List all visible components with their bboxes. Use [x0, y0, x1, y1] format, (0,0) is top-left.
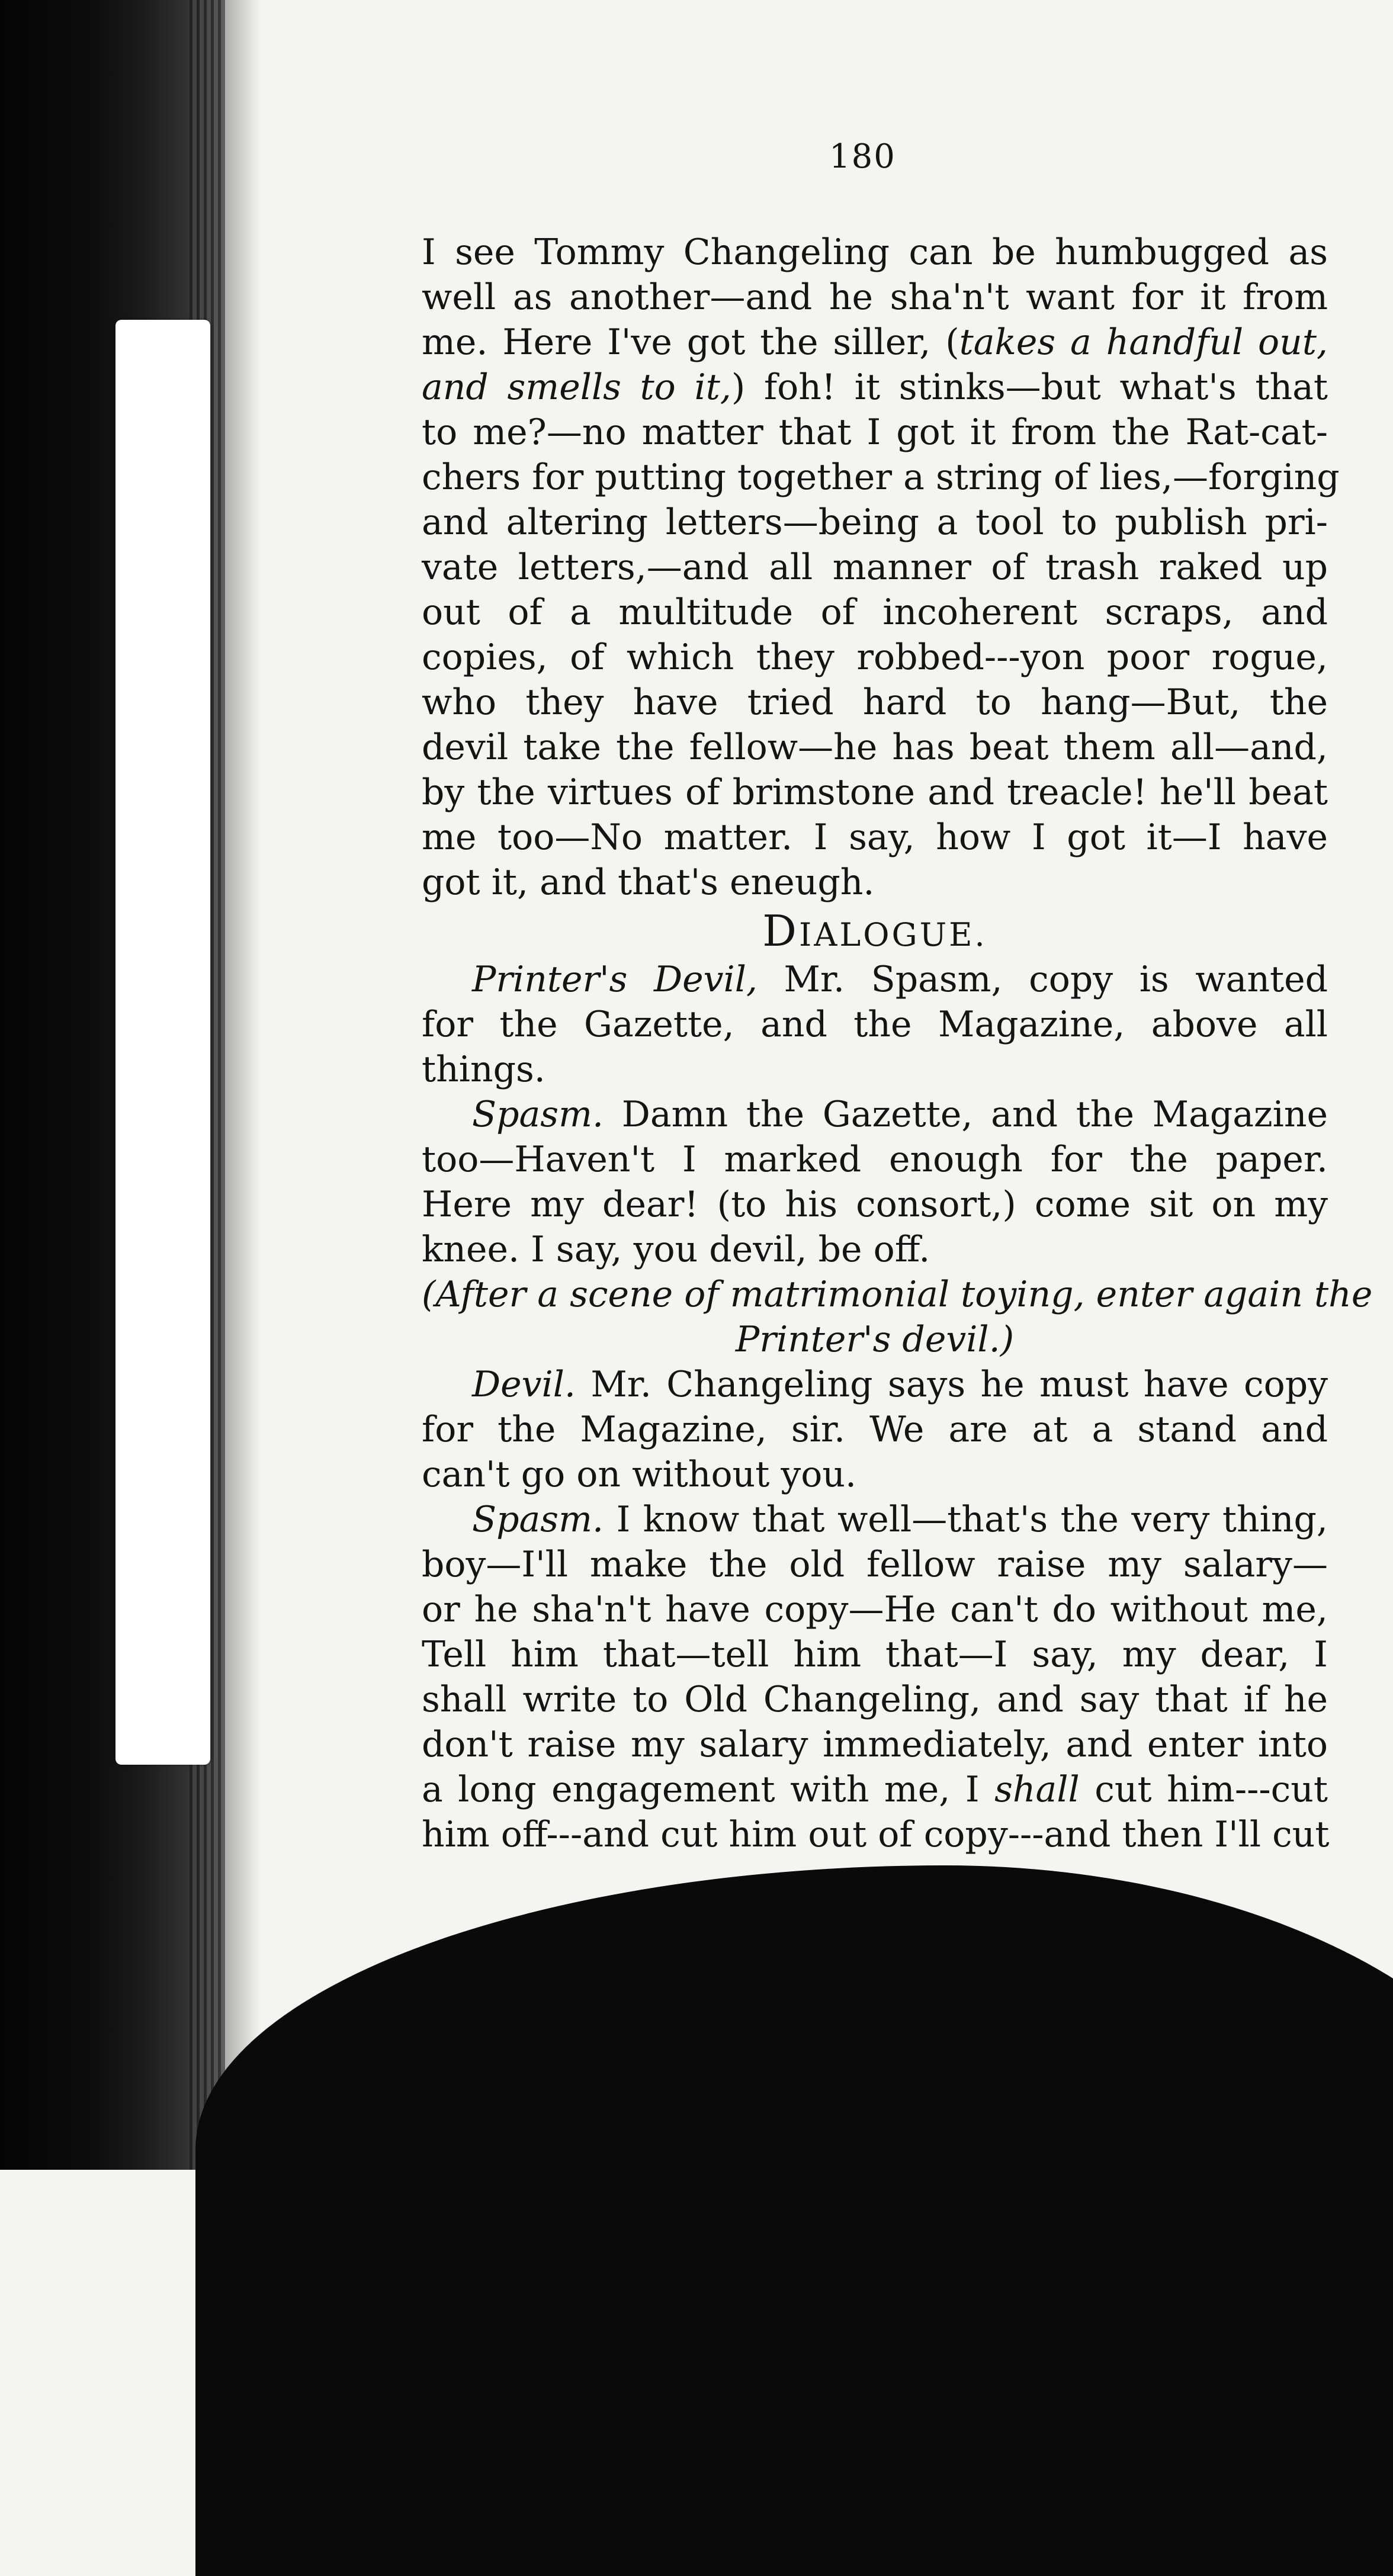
- dialogue-line: boy—I'll make the old fellow raise my salary—: [422, 1544, 1328, 1585]
- dialogue-line: Here my dear! (to his consort,) come sit on my: [422, 1184, 1328, 1225]
- text-line: chers for putting together a string of lies,—forging: [422, 457, 1340, 498]
- text-line: and altering letters—being a tool to publish pri-: [422, 502, 1328, 543]
- speaker-name: Spasm.: [472, 1499, 604, 1540]
- dialogue-line: [422, 1767, 1328, 1812]
- dialogue-line: for the Gazette, and the Magazine, above all: [422, 1004, 1328, 1045]
- thumb-shadow: [195, 1865, 1393, 2576]
- dialogue-line: too—Haven't I marked enough for the paper.: [422, 1139, 1328, 1180]
- stage-direction-inline: takes a handful out,: [959, 322, 1328, 363]
- dialogue-line: for the Magazine, sir. We are at a stand and: [422, 1409, 1328, 1450]
- text-line: me too—No matter. I say, how I got it—I have: [422, 817, 1328, 858]
- dialogue-line: [422, 1092, 1328, 1137]
- text-line-part: me. Here I've got the siller, (: [422, 322, 959, 363]
- speaker-name: Spasm.: [472, 1094, 604, 1135]
- heading-initial: D: [762, 906, 800, 956]
- text-line: out of a multitude of incoherent scraps, and: [422, 592, 1328, 633]
- speech-text: Damn the Gazette, and the Magazine: [604, 1094, 1328, 1135]
- speech-text: I know that well—that's the very thing,: [604, 1499, 1328, 1540]
- text-line: devil take the fellow—he has beat them all—and,: [422, 727, 1328, 768]
- speaker-name: Devil.: [472, 1364, 576, 1405]
- text-line: copies, of which they robbed---yon poor rogue,: [422, 637, 1328, 678]
- stage-direction-text: (After a scene of matrimonial toying, enter again the: [422, 1274, 1373, 1315]
- text-line: I see Tommy Changeling can be humbugged as: [422, 232, 1328, 273]
- text-line: [422, 320, 1328, 365]
- dialogue-line: knee. I say, you devil, be off.: [422, 1229, 930, 1270]
- dialogue-line: [422, 1497, 1328, 1542]
- gutter-shadow: [225, 0, 261, 2170]
- text-line-part: ) foh! it stinks—but what's that: [731, 367, 1328, 408]
- dialogue-line: don't raise my salary immediately, and enter into: [422, 1724, 1328, 1765]
- text-line: who they have tried hard to hang—But, the: [422, 682, 1328, 723]
- book-binding: [0, 0, 225, 2170]
- speaker-name: Printer's Devil,: [472, 959, 758, 1000]
- dialogue-line: things.: [422, 1049, 545, 1090]
- stage-direction: [422, 1272, 1373, 1317]
- dialogue-line: Tell him that—tell him that—I say, my dear, I: [422, 1634, 1328, 1675]
- text-line: by the virtues of brimstone and treacle! he'll beat: [422, 772, 1328, 813]
- dialogue-line: [422, 957, 1328, 1002]
- text-line: to me?—no matter that I got it from the Rat-cat-: [422, 412, 1328, 453]
- text-line: got it, and that's eneugh.: [422, 862, 875, 903]
- stage-direction: [422, 1317, 1328, 1362]
- dialogue-line: can't go on without you.: [422, 1454, 857, 1495]
- dialogue-line: or he sha'n't have copy—He can't do without me,: [422, 1589, 1328, 1630]
- text-line: well as another—and he sha'n't want for it from: [422, 277, 1328, 318]
- paper-slip: [115, 320, 210, 1765]
- emphasis-word: shall: [994, 1769, 1080, 1810]
- page-text: [422, 230, 1373, 1857]
- speech-text: cut him---cut: [1079, 1769, 1328, 1810]
- stage-direction-inline: and smells to it,: [422, 367, 731, 408]
- speech-text: Mr. Spasm, copy is wanted: [757, 959, 1328, 1000]
- text-line: vate letters,—and all manner of trash raked up: [422, 547, 1328, 588]
- dialogue-line: shall write to Old Changeling, and say that if he: [422, 1679, 1328, 1720]
- page-number: 180: [829, 137, 896, 176]
- heading-rest: IALOGUE.: [799, 916, 987, 953]
- section-heading: [422, 905, 1328, 957]
- dialogue-line: [422, 1362, 1328, 1407]
- dialogue-line: him off---and cut him out of copy---and then I'll cut: [422, 1814, 1330, 1855]
- speech-text: a long engagement with me, I: [422, 1769, 995, 1810]
- stage-direction-text: Printer's devil.): [735, 1319, 1015, 1360]
- text-line: [422, 365, 1328, 410]
- speech-text: Mr. Changeling says he must have copy: [575, 1364, 1328, 1405]
